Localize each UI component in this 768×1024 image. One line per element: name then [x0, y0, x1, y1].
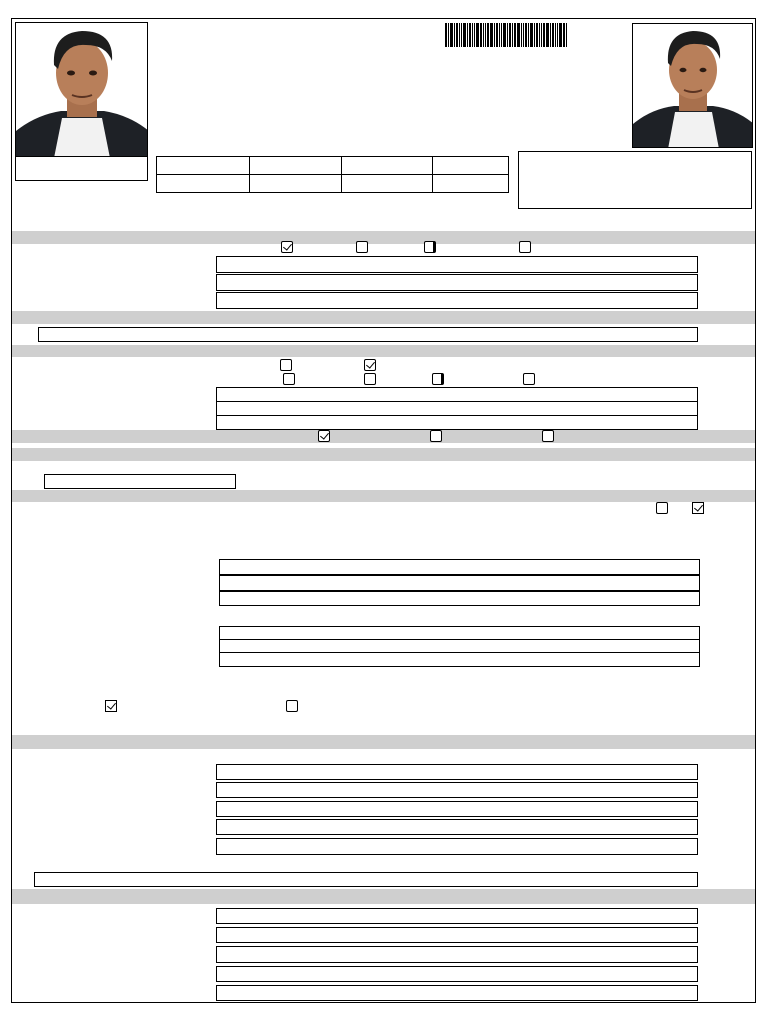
- section-header-band: [12, 345, 755, 357]
- text-field[interactable]: [216, 946, 698, 963]
- text-field[interactable]: [216, 927, 698, 943]
- table-cell[interactable]: [432, 175, 508, 193]
- text-field[interactable]: [219, 626, 700, 640]
- checkbox-option[interactable]: [656, 502, 668, 514]
- section-header-band: [12, 889, 755, 904]
- text-field[interactable]: [219, 639, 700, 653]
- text-field[interactable]: [219, 559, 700, 575]
- checkbox-option[interactable]: [364, 359, 376, 371]
- person-portrait-icon: [16, 23, 148, 157]
- wide-text-field[interactable]: [34, 872, 698, 887]
- text-field[interactable]: [216, 782, 698, 798]
- checkbox-option[interactable]: [424, 241, 436, 253]
- checkbox-option[interactable]: [356, 241, 368, 253]
- signature-box-left[interactable]: [15, 156, 148, 181]
- checkbox-option[interactable]: [364, 373, 376, 385]
- text-field[interactable]: [216, 801, 698, 817]
- checkbox-option[interactable]: [542, 430, 554, 442]
- text-field[interactable]: [216, 256, 698, 273]
- table-cell[interactable]: [342, 157, 432, 175]
- text-field[interactable]: [216, 764, 698, 780]
- barcode-image: [445, 23, 617, 47]
- checkbox-option[interactable]: [432, 373, 444, 385]
- checkbox-option[interactable]: [318, 430, 330, 442]
- checkbox-option[interactable]: [105, 700, 117, 712]
- section-header-band: [12, 735, 755, 749]
- table-cell[interactable]: [157, 175, 250, 193]
- text-field[interactable]: [216, 838, 698, 855]
- text-field[interactable]: [216, 966, 698, 982]
- text-field[interactable]: [216, 274, 698, 291]
- section-header-band: [12, 448, 755, 461]
- checkbox-option[interactable]: [523, 373, 535, 385]
- checkbox-option[interactable]: [692, 502, 704, 514]
- table-cell[interactable]: [432, 157, 508, 175]
- applicant-photo-right: [632, 23, 753, 148]
- checkbox-option[interactable]: [430, 430, 442, 442]
- table-cell[interactable]: [250, 157, 342, 175]
- table-cell[interactable]: [250, 175, 342, 193]
- person-portrait-icon: [633, 24, 753, 148]
- section-header-band: [12, 430, 755, 443]
- text-field[interactable]: [216, 401, 698, 416]
- text-field[interactable]: [216, 387, 698, 402]
- wide-text-field[interactable]: [38, 327, 698, 342]
- table-cell[interactable]: [342, 175, 432, 193]
- text-field[interactable]: [219, 652, 700, 667]
- text-field[interactable]: [219, 575, 700, 591]
- text-field[interactable]: [219, 591, 700, 606]
- text-field[interactable]: [216, 292, 698, 309]
- stamp-box[interactable]: [518, 151, 752, 209]
- header-info-table: [156, 156, 509, 193]
- checkbox-option[interactable]: [286, 700, 298, 712]
- text-field[interactable]: [216, 985, 698, 1001]
- text-field[interactable]: [216, 415, 698, 430]
- checkbox-option[interactable]: [281, 241, 293, 253]
- text-field[interactable]: [216, 819, 698, 835]
- section-header-band: [12, 311, 755, 324]
- checkbox-option[interactable]: [519, 241, 531, 253]
- text-field[interactable]: [216, 908, 698, 924]
- checkbox-option[interactable]: [280, 359, 292, 371]
- table-cell[interactable]: [157, 157, 250, 175]
- section-header-band: [12, 231, 755, 244]
- applicant-photo-left: [15, 22, 148, 157]
- section-header-band: [12, 490, 755, 502]
- short-text-field[interactable]: [44, 474, 236, 489]
- checkbox-option[interactable]: [283, 373, 295, 385]
